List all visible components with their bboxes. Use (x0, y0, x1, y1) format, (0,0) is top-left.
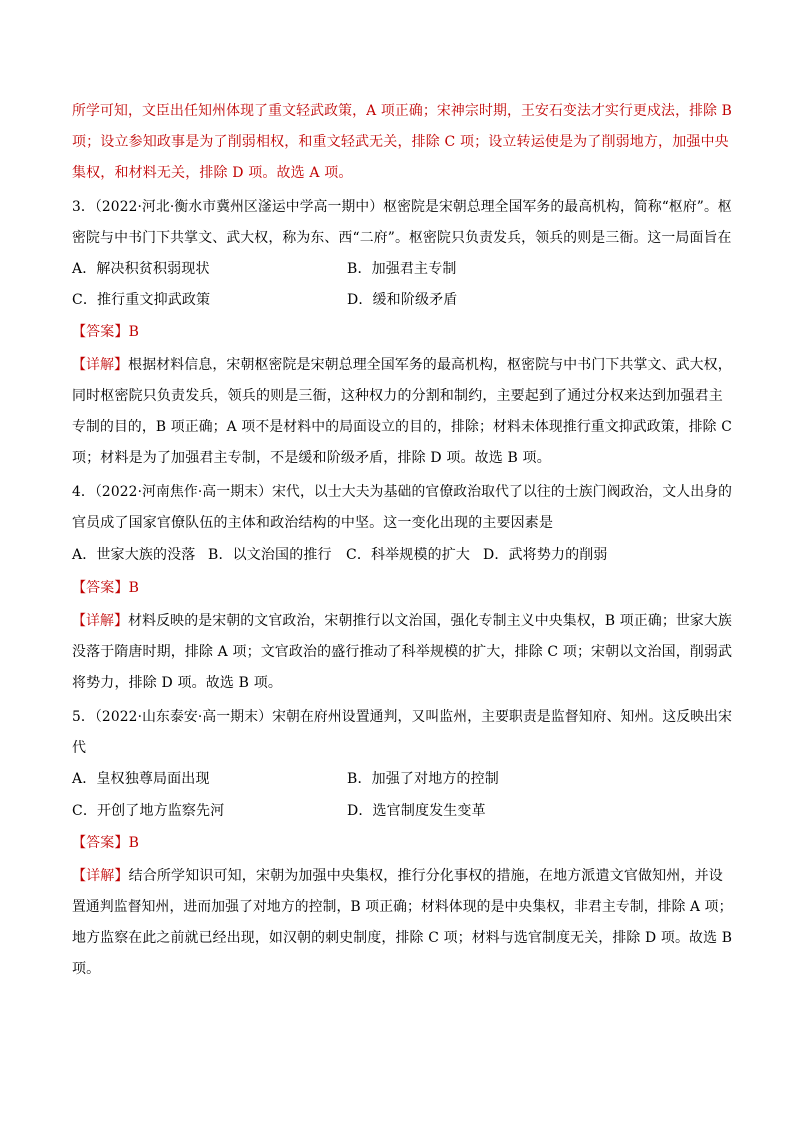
question-3-stem: 3．（2022·河北·衡水市冀州区滏运中学高一期中）枢密院是宋朝总理全国军务的最高机构，简称“枢府”。枢 (72, 199, 732, 215)
detail-tag: 【详解】 (72, 868, 129, 884)
option-c: C．科举规模的扩大 (346, 547, 471, 563)
question-5-options-row (72, 800, 732, 822)
question-4-options-row (72, 544, 732, 566)
answer-line (72, 577, 732, 599)
option-a: A．世家大族的没落 (72, 547, 196, 563)
option-b: B．加强君主专制 (347, 261, 457, 277)
continuation-line: 集权，和材料无关，排除 D 项。故选 A 项。 (72, 165, 353, 181)
option-a: A．解决积贫积弱现状 (72, 261, 210, 277)
detail-line: 地方监察在此之前就已经出现，如汉朝的刺史制度，排除 C 项；材料与选官制度无关，排除 D 项。故选 B (72, 930, 733, 946)
question-4-stem: 官员成了国家官僚队伍的主体和政治结构的中坚。这一变化出现的主要因素是 (72, 515, 554, 531)
continuation-line: 所学可知，文臣出任知州体现了重文轻武政策，A 项正确；宋神宗时期，王安石变法才实行更戍法，排除 B (72, 103, 732, 119)
detail-tag: 【详解】 (72, 613, 129, 629)
detail-line (72, 610, 732, 632)
option-c: C．推行重文抑武政策 (72, 292, 211, 308)
question-3-stem: 密院与中书门下共掌文、武大权，称为东、西“二府”。枢密院只负责发兵，领兵的则是三衙。这一局面旨在 (72, 230, 732, 246)
question-5-stem: 5．（2022·山东泰安·高一期末）宋朝在府州设置通判，又叫监州，主要职责是监督知府、知州。这反映出宋 (72, 709, 733, 725)
question-3-options-row (72, 289, 732, 311)
detail-line: 将势力，排除 D 项。故选 B 项。 (72, 675, 283, 691)
detail-text: 结合所学知识可知，宋朝为加强中央集权，推行分化事权的措施，在地方派遣文官做知州，并设 (128, 868, 723, 884)
answer-line (72, 321, 732, 343)
answer-value: B (128, 580, 140, 596)
detail-text: 根据材料信息，宋朝枢密院是宋朝总理全国军务的最高机构，枢密院与中书门下共掌文、武大权， (128, 357, 732, 373)
answer-line (72, 832, 732, 854)
detail-line: 项；材料是为了加强君主专制，不是缓和阶级矛盾，排除 D 项。故选 B 项。 (72, 450, 551, 466)
answer-value: B (128, 835, 140, 851)
detail-line: 专制的目的，B 项正确；A 项不是材料中的局面设立的目的，排除；材料未体现推行重文抑武政策，排除 C (72, 419, 732, 435)
option-b: B．加强了对地方的控制 (347, 771, 499, 787)
option-d: D．武将势力的削弱 (483, 547, 608, 563)
detail-line: 同时枢密院只负责发兵，领兵的则是三衙，这种权力的分割和制约，主要起到了通过分权来达到加强君主 (72, 388, 723, 404)
detail-line: 没落于隋唐时期，排除 A 项；文官政治的盛行推动了科举规模的扩大，排除 C 项；宋朝以文治国，削弱武 (72, 644, 733, 660)
option-c: C．开创了地方监察先河 (72, 803, 225, 819)
continuation-line: 项；设立参知政事是为了削弱相权，和重文轻武无关，排除 C 项；设立转运使是为了削弱地方，加强中央 (72, 134, 729, 150)
detail-text: 材料反映的是宋朝的文官政治，宋朝推行以文治国，强化专制主义中央集权，B 项正确；世家大族 (128, 613, 732, 629)
detail-tag: 【详解】 (72, 357, 129, 373)
question-5-stem: 代 (72, 740, 87, 756)
question-4-stem: 4．（2022·河南焦作·高一期末）宋代，以士大夫为基础的官僚政治取代了以往的士族门阀政治，文人出身的 (72, 484, 733, 500)
answer-tag: 【答案】 (72, 580, 129, 596)
option-d: D．选官制度发生变革 (347, 803, 486, 819)
detail-line (72, 354, 732, 376)
answer-tag: 【答案】 (72, 835, 129, 851)
option-b: B．以文治国的推行 (208, 547, 332, 563)
detail-line: 置通判监督知州，进而加强了对地方的控制，B 项正确；材料体现的是中央集权，非君主专制，排除 A 项； (72, 899, 733, 915)
detail-line: 项。 (72, 961, 101, 977)
option-a: A．皇权独尊局面出现 (72, 771, 210, 787)
option-d: D．缓和阶级矛盾 (347, 292, 458, 308)
question-5-options-row (72, 768, 732, 790)
question-3-options-row (72, 258, 732, 280)
answer-tag: 【答案】 (72, 324, 129, 340)
detail-line (72, 865, 732, 887)
answer-value: B (128, 324, 140, 340)
